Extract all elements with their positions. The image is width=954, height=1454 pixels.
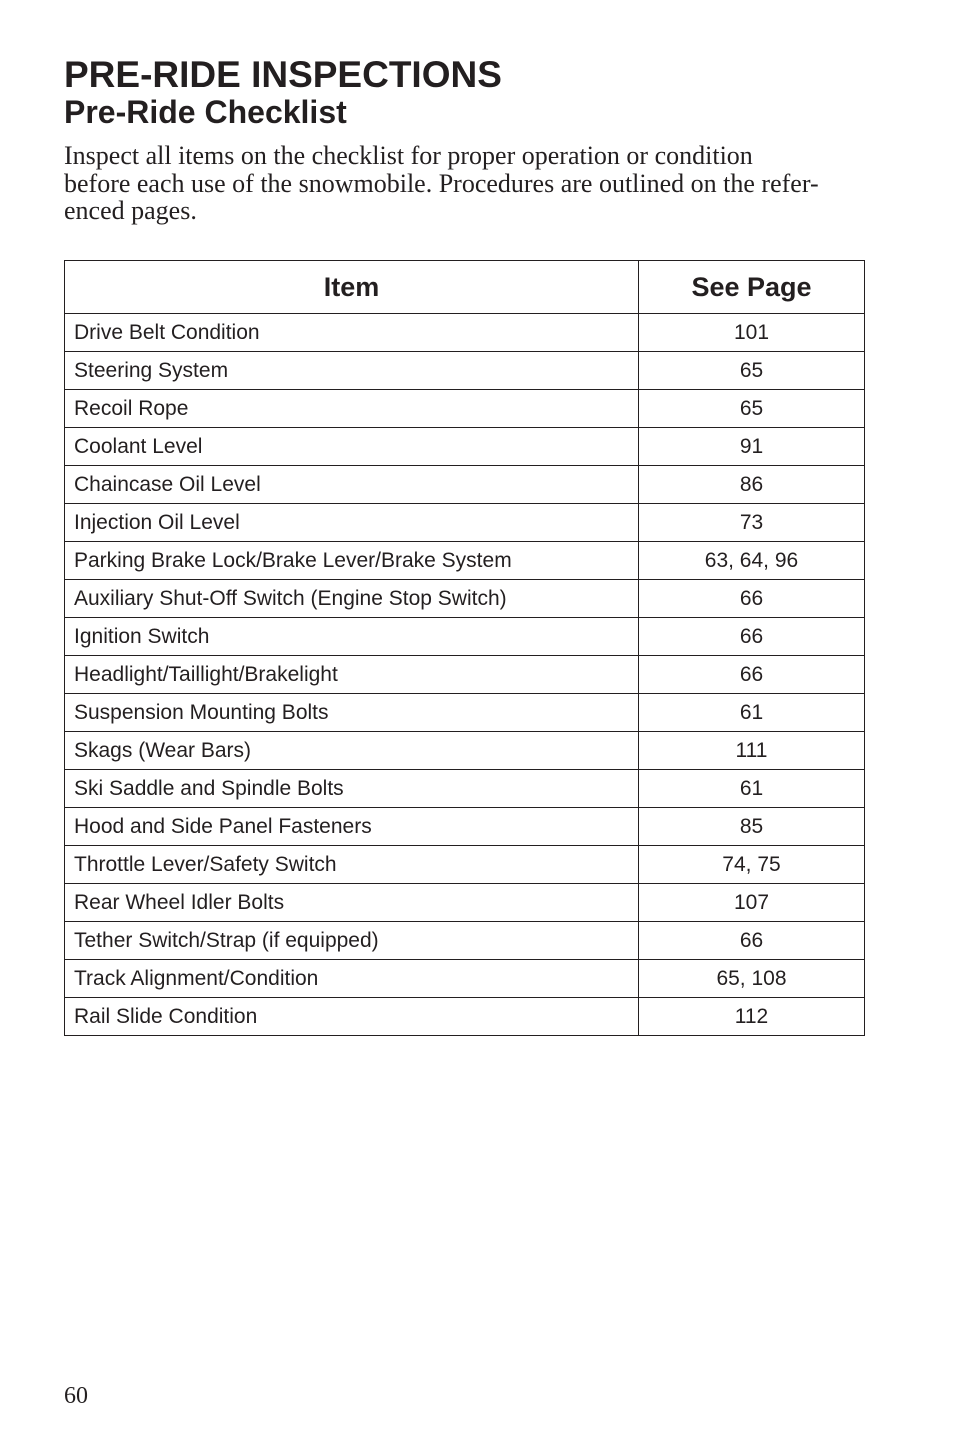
checklist-item: Throttle Lever/Safety Switch: [65, 846, 639, 884]
checklist-item: Rail Slide Condition: [65, 998, 639, 1036]
see-page-value: 91: [639, 428, 865, 466]
table-row: [65, 846, 865, 884]
see-page-value: 111: [639, 732, 865, 770]
table-row: [65, 542, 865, 580]
subsection-title: Pre-Ride Checklist: [64, 94, 347, 130]
column-header-item: Item: [65, 261, 639, 314]
see-page-value: 86: [639, 466, 865, 504]
checklist-item: Tether Switch/Strap (if equipped): [65, 922, 639, 960]
see-page-value: 65, 108: [639, 960, 865, 998]
checklist-item: Ski Saddle and Spindle Bolts: [65, 770, 639, 808]
checklist-item: Track Alignment/Condition: [65, 960, 639, 998]
table-row: [65, 732, 865, 770]
see-page-value: 61: [639, 694, 865, 732]
checklist-item: Headlight/Taillight/Brakelight: [65, 656, 639, 694]
see-page-value: 66: [639, 618, 865, 656]
checklist-item: Parking Brake Lock/Brake Lever/Brake System: [65, 542, 639, 580]
checklist-item: Steering System: [65, 352, 639, 390]
checklist-item: Suspension Mounting Bolts: [65, 694, 639, 732]
checklist-item: Drive Belt Condition: [65, 314, 639, 352]
see-page-value: 85: [639, 808, 865, 846]
intro-paragraph: [64, 142, 864, 225]
intro-line: enced pages.: [64, 196, 197, 225]
table-row: [65, 694, 865, 732]
checklist-table: [64, 260, 865, 1036]
column-header-see-page: See Page: [639, 261, 865, 314]
see-page-value: 74, 75: [639, 846, 865, 884]
checklist-item: Ignition Switch: [65, 618, 639, 656]
table-row: [65, 808, 865, 846]
page-number: 60: [64, 1383, 88, 1409]
see-page-value: 101: [639, 314, 865, 352]
see-page-value: 66: [639, 656, 865, 694]
table-row: [65, 960, 865, 998]
table-row: [65, 618, 865, 656]
checklist-body: [65, 314, 865, 1036]
table-row: [65, 922, 865, 960]
table-row: [65, 580, 865, 618]
table-row: [65, 884, 865, 922]
see-page-value: 65: [639, 352, 865, 390]
checklist-item: Skags (Wear Bars): [65, 732, 639, 770]
table-row: [65, 314, 865, 352]
table-row: [65, 390, 865, 428]
table-row: [65, 352, 865, 390]
checklist-item: Injection Oil Level: [65, 504, 639, 542]
checklist-item: Recoil Rope: [65, 390, 639, 428]
intro-line: before each use of the snowmobile. Procedures are outlined on the refer-: [64, 168, 819, 198]
see-page-value: 66: [639, 580, 865, 618]
see-page-value: 107: [639, 884, 865, 922]
see-page-value: 73: [639, 504, 865, 542]
table-row: [65, 770, 865, 808]
see-page-value: 112: [639, 998, 865, 1036]
checklist-item: Chaincase Oil Level: [65, 466, 639, 504]
checklist-item: Hood and Side Panel Fasteners: [65, 808, 639, 846]
see-page-value: 63, 64, 96: [639, 542, 865, 580]
table-header-row: [65, 261, 865, 314]
see-page-value: 66: [639, 922, 865, 960]
see-page-value: 61: [639, 770, 865, 808]
table-row: [65, 998, 865, 1036]
table-row: [65, 504, 865, 542]
table-row: [65, 656, 865, 694]
checklist-item: Auxiliary Shut-Off Switch (Engine Stop Switch): [65, 580, 639, 618]
intro-line: Inspect all items on the checklist for proper operation or condition: [64, 141, 753, 170]
table-row: [65, 466, 865, 504]
see-page-value: 65: [639, 390, 865, 428]
checklist-item: Coolant Level: [65, 428, 639, 466]
checklist-item: Rear Wheel Idler Bolts: [65, 884, 639, 922]
section-title: PRE-RIDE INSPECTIONS: [64, 54, 502, 95]
table-row: [65, 428, 865, 466]
